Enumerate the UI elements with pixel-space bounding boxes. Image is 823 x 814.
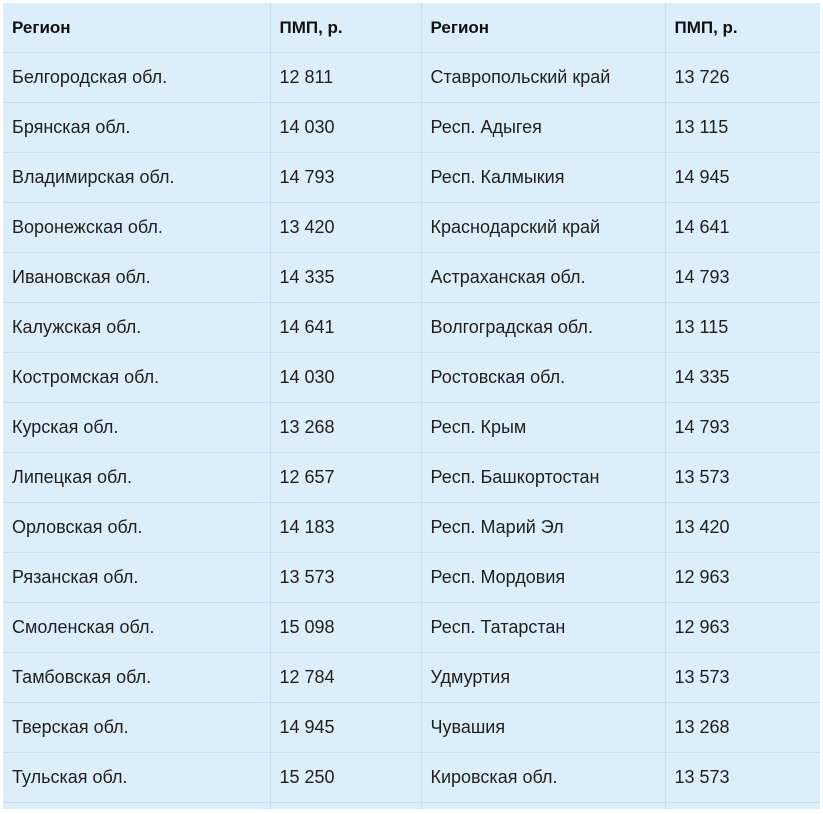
region-right-cell: Астраханская обл.: [421, 253, 665, 303]
region-left-cell: Владимирская обл.: [3, 153, 270, 203]
pmp-right-cell: 14 793: [665, 253, 820, 303]
table-row: [3, 303, 820, 353]
region-right-cell: Чувашия: [421, 703, 665, 753]
pmp-left-cell: 12 657: [270, 453, 421, 503]
pmp-right-cell: 13 115: [665, 103, 820, 153]
pmp-left-cell: 14 030: [270, 103, 421, 153]
region-right-cell: Респ. Адыгея: [421, 103, 665, 153]
region-right-cell: Респ. Марий Эл: [421, 503, 665, 553]
region-right-cell: Респ. Крым: [421, 403, 665, 453]
pmp-right-cell: 12 963: [665, 603, 820, 653]
table-row: [3, 353, 820, 403]
region-right-cell: Ставропольский край: [421, 53, 665, 103]
pmp-right-cell: 13 115: [665, 303, 820, 353]
region-right-cell: Ростовская обл.: [421, 353, 665, 403]
table-row: [3, 53, 820, 103]
table-row: [3, 153, 820, 203]
pmp-right-cell: 13 726: [665, 53, 820, 103]
region-left-cell: Тверская обл.: [3, 703, 270, 753]
region-left-cell: Костромская обл.: [3, 353, 270, 403]
table-row: [3, 403, 820, 453]
region-left-cell: Тульская обл.: [3, 753, 270, 803]
table-row: [3, 103, 820, 153]
header-pmp-left: ПМП, р.: [270, 3, 421, 53]
table-body: [3, 53, 820, 810]
regions-subsistence-minimum-table: [3, 3, 820, 809]
pmp-left-cell: 12 811: [270, 53, 421, 103]
region-left-cell: Курская обл.: [3, 403, 270, 453]
region-left-cell: Ивановская обл.: [3, 253, 270, 303]
pmp-right-cell: 14 641: [665, 203, 820, 253]
pmp-right-cell: 14 945: [665, 153, 820, 203]
table-row: [3, 753, 820, 803]
table-row: [3, 603, 820, 653]
pmp-right-cell: 14 793: [665, 403, 820, 453]
region-right-cell: Кировская обл.: [421, 753, 665, 803]
header-region-right: Регион: [421, 3, 665, 53]
pmp-left-cell: 14 183: [270, 503, 421, 553]
regions-table-container: [3, 3, 820, 814]
table-row: [3, 653, 820, 703]
header-region-left: Регион: [3, 3, 270, 53]
pmp-right-cell: 13 420: [665, 503, 820, 553]
region-left-cell: Белгородская обл.: [3, 53, 270, 103]
table-header: [3, 3, 820, 53]
pmp-left-cell: 14 945: [270, 703, 421, 753]
region-left-cell: Брянская обл.: [3, 103, 270, 153]
header-pmp-right: ПМП, р.: [665, 3, 820, 53]
table-row: [3, 553, 820, 603]
region-right-cell: Краснодарский край: [421, 203, 665, 253]
empty-cell: [270, 803, 421, 810]
pmp-left-cell: 12 784: [270, 653, 421, 703]
region-right-cell: Респ. Калмыкия: [421, 153, 665, 203]
pmp-left-cell: 14 641: [270, 303, 421, 353]
pmp-left-cell: 13 420: [270, 203, 421, 253]
pmp-left-cell: 14 793: [270, 153, 421, 203]
pmp-left-cell: 15 250: [270, 753, 421, 803]
table-row: [3, 453, 820, 503]
table-row: [3, 503, 820, 553]
pmp-right-cell: 14 335: [665, 353, 820, 403]
table-row: [3, 703, 820, 753]
pmp-left-cell: 14 335: [270, 253, 421, 303]
empty-cell: [3, 803, 270, 810]
region-right-cell: Респ. Мордовия: [421, 553, 665, 603]
pmp-left-cell: 13 573: [270, 553, 421, 603]
region-right-cell: Респ. Башкортостан: [421, 453, 665, 503]
region-left-cell: Воронежская обл.: [3, 203, 270, 253]
pmp-left-cell: 13 268: [270, 403, 421, 453]
region-right-cell: Волгоградская обл.: [421, 303, 665, 353]
region-left-cell: Тамбовская обл.: [3, 653, 270, 703]
empty-cell: [665, 803, 820, 810]
region-right-cell: Удмуртия: [421, 653, 665, 703]
pmp-left-cell: 14 030: [270, 353, 421, 403]
region-left-cell: Липецкая обл.: [3, 453, 270, 503]
pmp-right-cell: 13 573: [665, 753, 820, 803]
region-left-cell: Рязанская обл.: [3, 553, 270, 603]
pmp-right-cell: 13 268: [665, 703, 820, 753]
region-left-cell: Орловская обл.: [3, 503, 270, 553]
header-row: [3, 3, 820, 53]
region-right-cell: Респ. Татарстан: [421, 603, 665, 653]
pmp-right-cell: 13 573: [665, 653, 820, 703]
pmp-right-cell: 12 963: [665, 553, 820, 603]
table-row: [3, 203, 820, 253]
empty-cell: [421, 803, 665, 810]
table-row: [3, 253, 820, 303]
region-left-cell: Калужская обл.: [3, 303, 270, 353]
pmp-left-cell: 15 098: [270, 603, 421, 653]
table-row-partial: [3, 803, 820, 810]
region-left-cell: Смоленская обл.: [3, 603, 270, 653]
pmp-right-cell: 13 573: [665, 453, 820, 503]
